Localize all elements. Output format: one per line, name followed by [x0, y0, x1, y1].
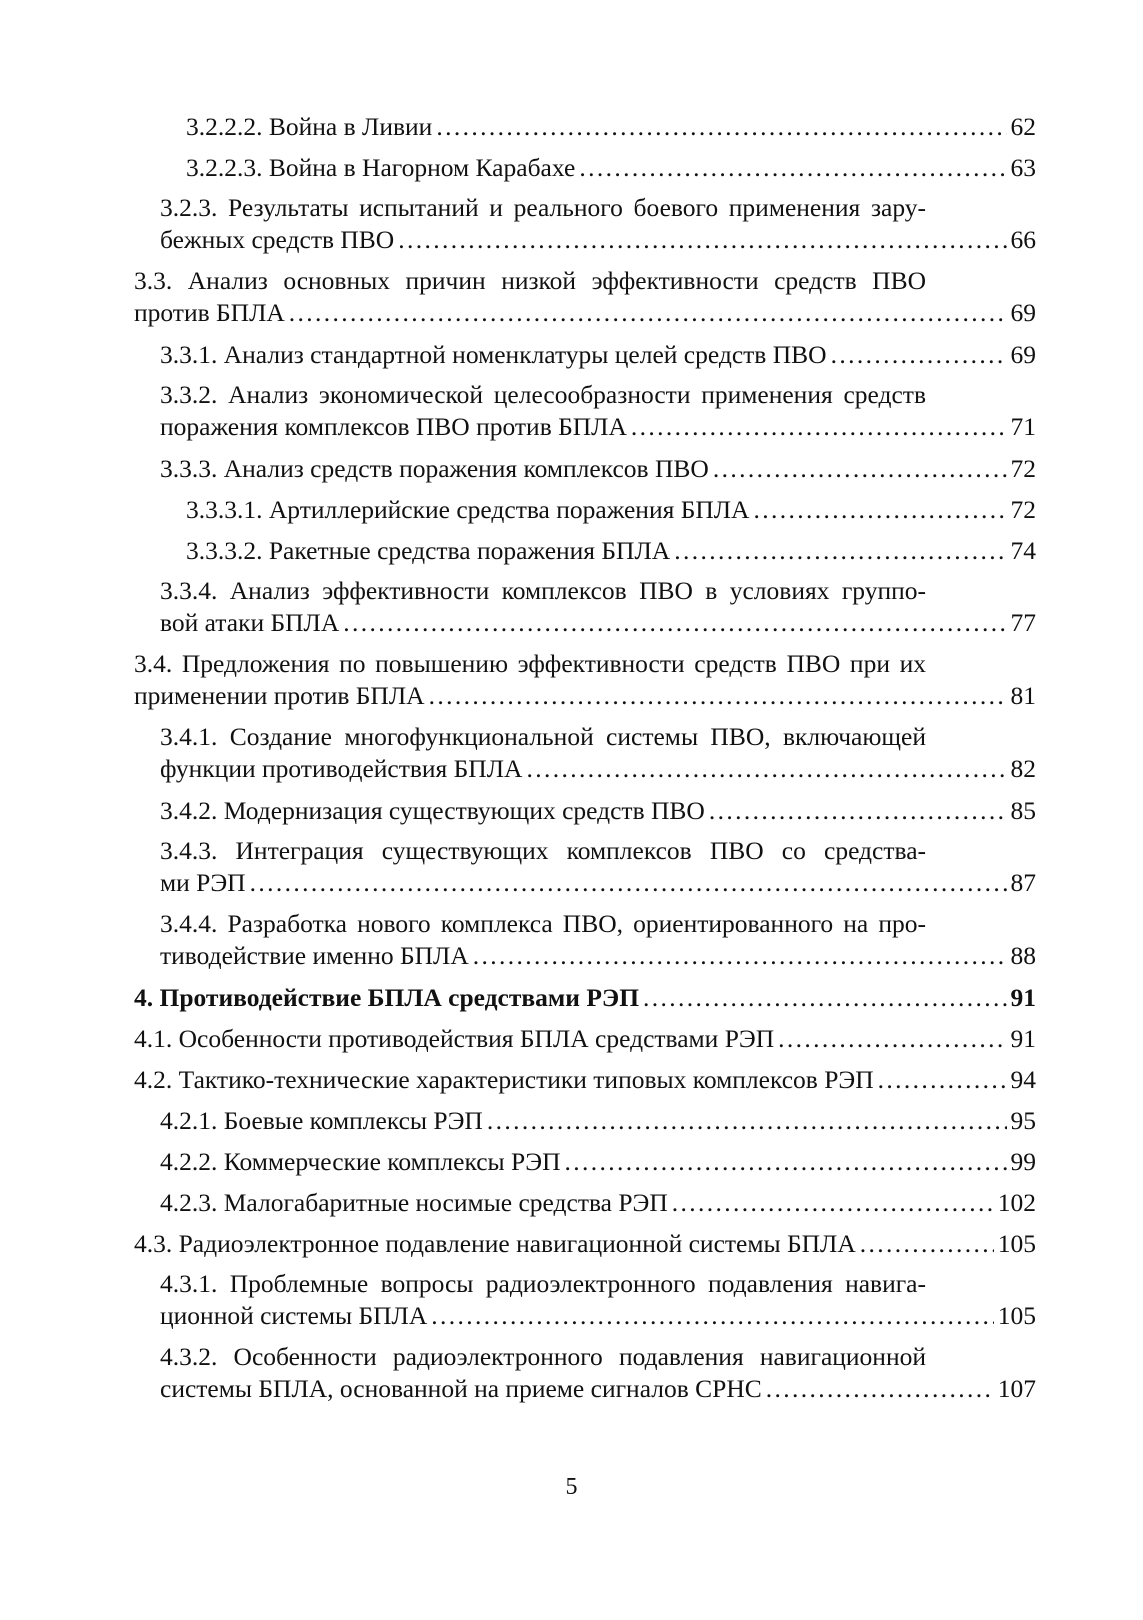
toc-page-number: 88: [1010, 941, 1036, 970]
toc-entry: [134, 977, 1036, 1018]
toc-entry-title: 4. Противодействие БПЛА средствами РЭП: [134, 983, 640, 1012]
toc-entry-title-line: 3.4.4. Разработка нового комплекса ПВО, ориентированного на про-: [160, 909, 926, 938]
toc-page-number: 102: [997, 1188, 1036, 1217]
toc-page-number: 91: [1010, 983, 1036, 1012]
toc-entry-title: против БПЛА: [134, 298, 285, 327]
toc-entry-title: поражения комплексов ПВО против БПЛА: [160, 412, 627, 441]
dot-leader: [436, 106, 1006, 147]
toc-page-number: 72: [1010, 454, 1036, 483]
page-number: 5: [565, 1474, 578, 1500]
toc-page-number: 77: [1010, 608, 1036, 637]
toc-page-number: 95: [1010, 1106, 1036, 1135]
toc-page-number: 62: [1010, 112, 1036, 141]
toc-entry-title: бежных средств ПВО: [160, 225, 395, 254]
toc-entry-title: 4.2.2. Коммерческие комплексы РЭП: [160, 1147, 561, 1176]
toc-entry-title-line: 3.2.3. Результаты испытаний и реального боевого применения зару-: [160, 193, 926, 222]
toc-entry-title: 4.2.3. Малогабаритные носимые средства РЭП: [160, 1188, 668, 1217]
dot-leader: [643, 977, 1006, 1018]
toc-entry: [134, 375, 1036, 448]
toc-entry-title: 3.3.3.2. Ракетные средства поражения БПЛА: [186, 536, 671, 565]
toc-page-number: 69: [1010, 340, 1036, 369]
toc-entry: [134, 717, 1036, 790]
toc-entry-title: 3.2.2.3. Война в Нагорном Карабахе: [186, 153, 576, 182]
toc-entry: [134, 261, 1036, 334]
toc-entry-title: 4.3. Радиоэлектронное подавление навигационной системы БПЛА: [134, 1229, 856, 1258]
toc-page-number: 72: [1010, 495, 1036, 524]
toc-entry: [134, 334, 1036, 375]
dot-leader: [631, 411, 1007, 443]
toc-entry-title: применении против БПЛА: [134, 681, 425, 710]
toc-entry-title: 3.3.1. Анализ стандартной номенклатуры целей средств ПВО: [160, 340, 827, 369]
toc-entry: [134, 1182, 1036, 1223]
toc-entry-title-line: 3.3.4. Анализ эффективности комплексов ПВО в условиях группо-: [160, 576, 926, 605]
toc-entry: [134, 1141, 1036, 1182]
dot-leader: [713, 448, 1007, 489]
toc-entry: [134, 147, 1036, 188]
dot-leader: [579, 147, 1006, 188]
dot-leader: [429, 680, 1007, 712]
toc-page-number: 85: [1010, 796, 1036, 825]
toc-page-number: 71: [1010, 412, 1036, 441]
toc-entry-title: ционной системы БПЛА: [160, 1301, 428, 1330]
toc-page-number: 66: [1010, 225, 1036, 254]
toc-entry: [134, 1018, 1036, 1059]
toc-entry-title: функции противодействия БПЛА: [160, 754, 523, 783]
toc-entry-title: ми РЭП: [160, 868, 246, 897]
dot-leader: [250, 867, 1007, 899]
toc-page-number: 105: [997, 1301, 1036, 1330]
dot-leader: [753, 489, 1006, 530]
dot-leader: [473, 940, 1007, 972]
dot-leader: [398, 224, 1006, 256]
toc-entry-title: 4.1. Особенности противодействия БПЛА средствами РЭП: [134, 1024, 775, 1053]
dot-leader: [709, 790, 1007, 831]
toc-entry-title-line: 3.4.1. Создание многофункциональной системы ПВО, включающей: [160, 722, 926, 751]
toc-entry: [134, 571, 1036, 644]
toc-entry: [134, 790, 1036, 831]
dot-leader: [431, 1300, 993, 1332]
dot-leader: [860, 1223, 994, 1264]
toc-entry-title: 3.2.2.2. Война в Ливии: [186, 112, 433, 141]
toc-page-number: 82: [1010, 754, 1036, 783]
toc-entry-title-line: 3.3.2. Анализ экономической целесообразности применения средств: [160, 380, 926, 409]
toc-page-number: 81: [1010, 681, 1036, 710]
toc-page-number: 107: [997, 1374, 1036, 1403]
dot-leader: [778, 1018, 1006, 1059]
toc-page-number: 105: [997, 1229, 1036, 1258]
toc-page-number: 63: [1010, 153, 1036, 182]
toc-entry-title-line: 4.3.2. Особенности радиоэлектронного подавления навигационной: [160, 1342, 926, 1371]
toc-entry: [134, 831, 1036, 904]
toc-entry-title: тиводействие именно БПЛА: [160, 941, 469, 970]
toc-entry: [134, 904, 1036, 977]
toc-entry-title: вой атаки БПЛА: [160, 608, 340, 637]
table-of-contents: [134, 106, 1036, 1410]
dot-leader: [672, 1182, 994, 1223]
toc-entry: [134, 530, 1036, 571]
toc-entry: [134, 489, 1036, 530]
toc-entry: [134, 1059, 1036, 1100]
toc-page-number: 94: [1010, 1065, 1036, 1094]
dot-leader: [526, 753, 1006, 785]
dot-leader: [564, 1141, 1006, 1182]
toc-entry-title-line: 4.3.1. Проблемные вопросы радиоэлектронного подавления навига-: [160, 1269, 926, 1298]
dot-leader: [674, 530, 1006, 571]
toc-page-number: 69: [1010, 298, 1036, 327]
toc-entry-title: 3.4.2. Модернизация существующих средств ПВО: [160, 796, 705, 825]
toc-entry: [134, 644, 1036, 717]
toc-entry: [134, 106, 1036, 147]
toc-entry-title: 4.2. Тактико-технические характеристики типовых комплексов РЭП: [134, 1065, 874, 1094]
toc-entry: [134, 188, 1036, 261]
toc-page-number: 87: [1010, 868, 1036, 897]
toc-page-number: 99: [1010, 1147, 1036, 1176]
toc-entry-title: 4.2.1. Боевые комплексы РЭП: [160, 1106, 483, 1135]
toc-entry: [134, 1100, 1036, 1141]
toc-entry-title: системы БПЛА, основанной на приеме сигналов СРНС: [160, 1374, 762, 1403]
dot-leader: [878, 1059, 1007, 1100]
toc-entry-title-line: 3.4. Предложения по повышению эффективности средств ПВО при их: [134, 649, 926, 678]
dot-leader: [343, 607, 1006, 639]
toc-page-number: 91: [1010, 1024, 1036, 1053]
toc-entry-title-line: 3.4.3. Интеграция существующих комплексов ПВО со средства-: [160, 836, 926, 865]
toc-entry-title: 3.3.3.1. Артиллерийские средства поражения БПЛА: [186, 495, 750, 524]
dot-leader: [766, 1373, 994, 1405]
dot-leader: [289, 297, 1007, 329]
toc-entry-title-line: 3.3. Анализ основных причин низкой эффективности средств ПВО: [134, 266, 926, 295]
toc-entry: [134, 1264, 1036, 1337]
toc-entry: [134, 1223, 1036, 1264]
dot-leader: [831, 334, 1007, 375]
toc-page-number: 74: [1010, 536, 1036, 565]
toc-entry: [134, 1337, 1036, 1410]
toc-entry: [134, 448, 1036, 489]
dot-leader: [487, 1100, 1007, 1141]
toc-entry-title: 3.3.3. Анализ средств поражения комплексов ПВО: [160, 454, 709, 483]
